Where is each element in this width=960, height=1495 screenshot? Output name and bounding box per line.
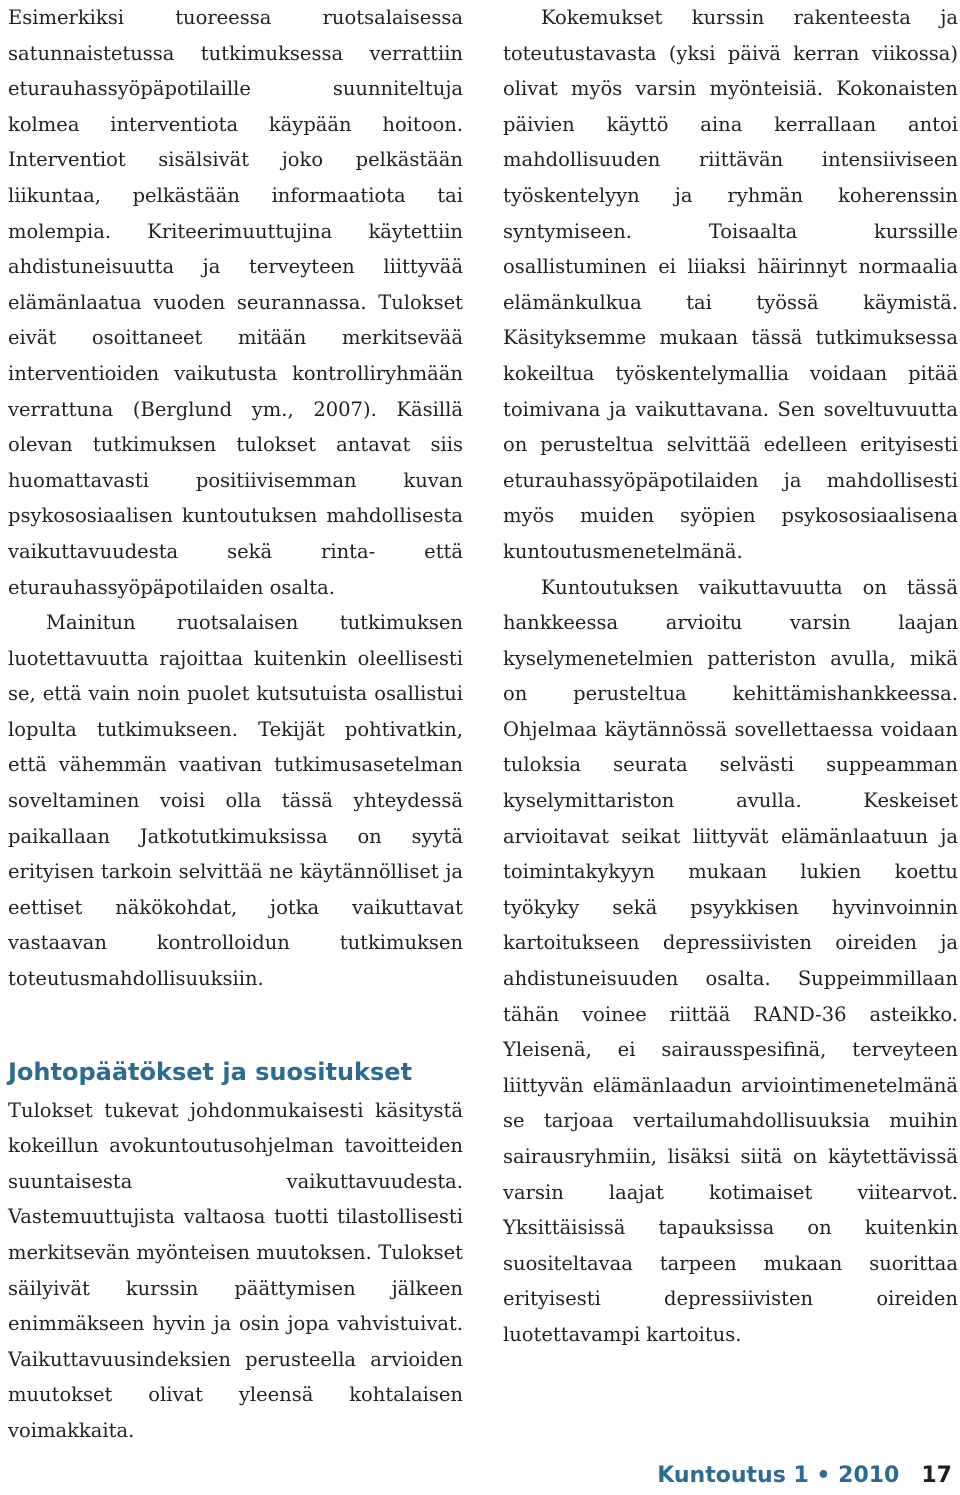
left-paragraph-3: Tulokset tukevat johdonmukaisesti käsitystä kokeillun avokuntoutusohjelman tavoitteiden suuntaisesta vaikuttavuudesta. Vastemuuttujista valtaosa tuotti tilastollisesti merkitsevän myönteisen muutoksen. Tulokset säilyivät kurssin päättymisen jälkeen enimmäkseen hyvin ja osin jopa vahvistuivat. Vaikuttavuusindeksien perusteella arvioiden muutokset olivat yleensä kohtalaisen voimakkaita. xyxy=(8,1098,463,1442)
page-footer xyxy=(657,1462,952,1490)
journal-title: Kuntoutus 1 • 2010 xyxy=(657,1463,900,1488)
left-paragraph-2: Mainitun ruotsalaisen tutkimuksen luotettavuutta rajoittaa kuitenkin oleellisesti se, että vain noin puolet kutsutuista osallistui lopulta tutkimukseen. Tekijät pohtivatkin, että vähemmän vaativan tutkimusasetelman soveltaminen voisi olla tässä yhteydessä paikallaan Jatkotutkimuksissa on syytä erityisen tarkoin selvittää ne käytännölliset ja eettiset näkökohdat, jotka vaikuttavat vastaavan kontrolloidun tutkimuksen toteutusmahdollisuuksiin. xyxy=(8,611,463,991)
right-paragraph-2: Kuntoutuksen vaikuttavuutta on tässä hankkeessa arvioitu varsin laajan kyselymenetelmien patteriston avulla, mikä on perusteltua kehittämishankkeessa. Ohjelmaa käytännössä sovellettaessa voidaan tuloksia seurata selvästi suppeamman kyselymittariston avulla. Keskeiset arvioitavat seikat liittyvät elämänlaatuun ja toimintakykyyn mukaan lukien koettu työkyky sekä psyykkisen hyvinvoinnin kartoitukseen depressiivisten oireiden ja ahdistuneisuuden osalta. Suppeimmillaan tähän voinee riittää RAND-36 asteikko. Yleisenä, ei sairausspesifinä, terveyteen liittyvän elämänlaadun arviointimenetelmänä se tarjoaa vertailumahdollisuuksia muihin sairausryhmiin, lisäksi siitä on käytettävissä varsin laajat kotimaiset viitearvot. Yksittäisissä tapauksissa on kuitenkin suositeltavaa tarpeen mukaan suorittaa erityisesti depressiivisten oireiden luotettavampi kartoitus. xyxy=(503,575,958,1346)
left-column xyxy=(8,0,463,1449)
right-column xyxy=(503,0,958,1353)
section-heading: Johtopäätökset ja suositukset xyxy=(8,1057,413,1086)
right-paragraph-1: Kokemukset kurssin rakenteesta ja toteutustavasta (yksi päivä kerran viikossa) olivat myös varsin myönteisiä. Kokonaisten päivien käyttö aina kerrallaan antoi mahdollisuuden riittävän intensiiviseen työskentelyyn ja ryhmän koherenssin syntymiseen. Toisaalta kurssille osallistuminen ei liiaksi häirinnyt normaalia elämänkulkua tai työssä käymistä. Käsityksemme mukaan tässä tutkimuksessa kokeiltua työskentelymallia voidaan pitää toimivana ja vaikuttavana. Sen soveltuvuutta on perusteltua selvittää edelleen erityisesti eturauhassyöpäpotilaiden ja mahdollisesti myös muiden syöpien psykososiaalisena kuntoutusmenetelmänä. xyxy=(503,6,958,563)
left-paragraph-1: Esimerkiksi tuoreessa ruotsalaisessa satunnaistetussa tutkimuksessa verrattiin eturauhassyöpäpotilaille suunniteltuja kolmea interventiota käypään hoitoon. Interventiot sisälsivät joko pelkästään liikuntaa, pelkästään informaatiota tai molempia. Kriteerimuuttujina käytettiin ahdistuneisuutta ja terveyteen liittyvää elämänlaatua vuoden seurannassa. Tulokset eivät osoittaneet mitään merkitsevää interventioiden vaikutusta kontrolliryhmään verrattuna (Berglund ym., 2007). Käsillä olevan tutkimuksen tulokset antavat siis huomattavasti positiivisemman kuvan psykososiaalisen kuntoutuksen mahdollisesta vaikuttavuudesta sekä rinta- että eturauhassyöpäpotilaiden osalta. xyxy=(8,6,463,599)
page-number: 17 xyxy=(921,1463,952,1488)
